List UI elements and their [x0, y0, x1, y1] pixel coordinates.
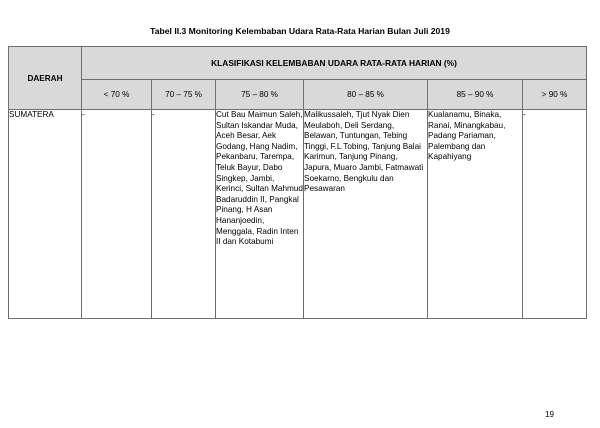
- range-header-80-85: 80 – 85 %: [304, 79, 428, 109]
- table-caption: Tabel II.3 Monitoring Kelembaban Udara Rata-Rata Harian Bulan Juli 2019: [150, 26, 450, 36]
- table-cell-above-90: -: [523, 110, 587, 319]
- table-cell-80-85: Malikussaleh, Tjut Nyak Dien Meulaboh, Deli Serdang, Belawan, Tuntungan, Tebing Tinggi, F.L Tobing, Tanjung Balai Karimun, Tanjung Pinang, Japura, Muaro Jambi, Fatmawati Soekarno, Bengkulu dan Pesawaran: [304, 110, 428, 319]
- range-header-75-80: 75 – 80 %: [216, 79, 304, 109]
- humidity-table: [8, 46, 587, 319]
- table-cell-below-70: -: [82, 110, 152, 319]
- classification-header: KLASIFIKASI KELEMBABAN UDARA RATA-RATA HARIAN (%): [82, 47, 587, 80]
- table-cell-75-80: Cut Bau Maimun Saleh, Sultan Iskandar Muda, Aceh Besar, Aek Godang, Hang Nadim, Pekanbaru, Tarempa, Teluk Bayur, Dabo Singkep, Jambi, Kerinci, Sultan Mahmud Badaruddin II, Pangkal Pinang, H Asan Hananjoedin, Menggala, Radin Inten II dan Kotabumi: [216, 110, 304, 319]
- header-row-top: [9, 47, 587, 80]
- table-cell-70-75: -: [152, 110, 216, 319]
- range-header-below-70: < 70 %: [82, 79, 152, 109]
- range-header-above-90: > 90 %: [523, 79, 587, 109]
- range-header-70-75: 70 – 75 %: [152, 79, 216, 109]
- region-cell: SUMATERA: [9, 110, 82, 319]
- page-number: 19: [545, 410, 554, 419]
- table-cell-85-90: Kualanamu, Binaka, Ranai, Minangkabau, Padang Pariaman, Palembang dan Kapahiyang: [428, 110, 523, 319]
- header-row-ranges: [9, 79, 587, 109]
- table-row: [9, 110, 587, 319]
- range-header-85-90: 85 – 90 %: [428, 79, 523, 109]
- region-column-header: DAERAH: [9, 47, 82, 110]
